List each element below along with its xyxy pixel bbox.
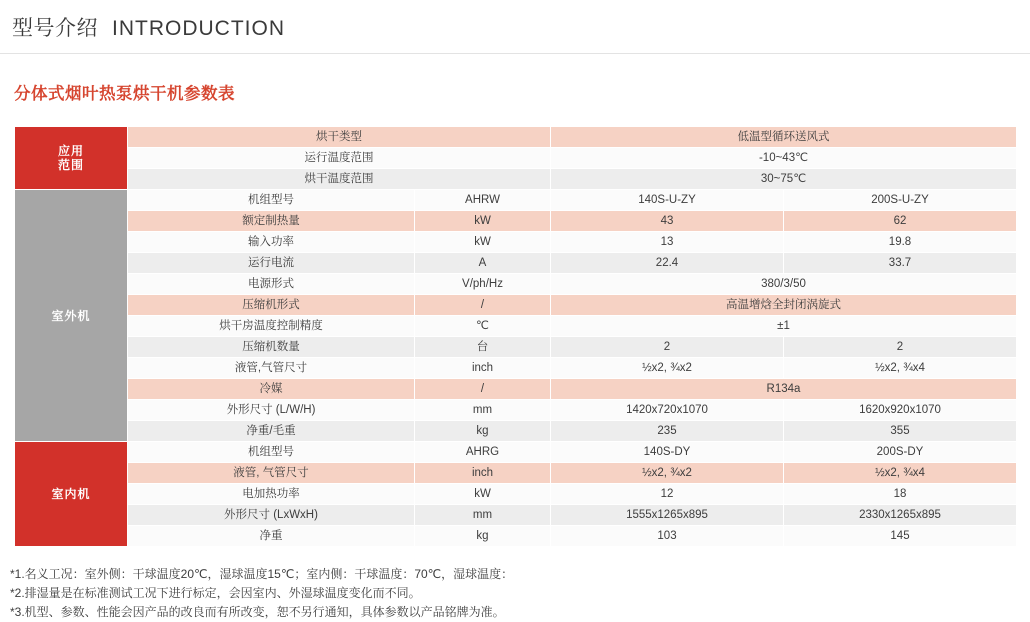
row-unit: / — [415, 379, 551, 400]
row-value-1: ½x2, ¾x2 — [551, 358, 784, 379]
row-value-1: R134a — [551, 379, 1017, 400]
row-unit: V/ph/Hz — [415, 274, 551, 295]
row-label: 烘干房温度控制精度 — [128, 316, 415, 337]
row-label: 净重 — [128, 526, 415, 547]
row-label: 运行电流 — [128, 253, 415, 274]
row-unit: inch — [415, 358, 551, 379]
row-value-2: 19.8 — [784, 232, 1017, 253]
row-unit: kW — [415, 211, 551, 232]
page-title — [0, 0, 1030, 42]
table-row — [15, 337, 1017, 358]
row-value-1: 高温增焓全封闭涡旋式 — [551, 295, 1017, 316]
row-label: 输入功率 — [128, 232, 415, 253]
footnotes — [10, 565, 1030, 622]
row-value-1: 43 — [551, 211, 784, 232]
row-unit: inch — [415, 463, 551, 484]
row-label: 液管, 气管尺寸 — [128, 463, 415, 484]
row-label: 运行温度范围 — [128, 148, 551, 169]
spec-table-body — [15, 127, 1017, 547]
row-unit: mm — [415, 400, 551, 421]
row-label: 外形尺寸 (L/W/H) — [128, 400, 415, 421]
table-row — [15, 295, 1017, 316]
table-row — [15, 253, 1017, 274]
table-row — [15, 421, 1017, 442]
table-row — [15, 148, 1017, 169]
row-value-1: 1420x720x1070 — [551, 400, 784, 421]
row-label: 额定制热量 — [128, 211, 415, 232]
row-value-2: 2 — [784, 337, 1017, 358]
table-row — [15, 463, 1017, 484]
table-row — [15, 400, 1017, 421]
row-unit: / — [415, 295, 551, 316]
page-title-en: INTRODUCTION — [112, 17, 285, 40]
row-value-2: 145 — [784, 526, 1017, 547]
table-row — [15, 358, 1017, 379]
row-value-1: 103 — [551, 526, 784, 547]
row-label: 机组型号 — [128, 190, 415, 211]
category-indoor: 室内机 — [15, 442, 128, 547]
row-unit: mm — [415, 505, 551, 526]
row-value-2: 33.7 — [784, 253, 1017, 274]
row-value-2: 355 — [784, 421, 1017, 442]
row-value-2: 200S-DY — [784, 442, 1017, 463]
spec-table — [14, 126, 1017, 547]
section-title: 分体式烟叶热泵烘干机参数表 — [14, 85, 235, 103]
table-row — [15, 127, 1017, 148]
row-value-1: 低温型循环送风式 — [551, 127, 1017, 148]
table-row — [15, 316, 1017, 337]
row-unit: ℃ — [415, 316, 551, 337]
row-unit: kg — [415, 526, 551, 547]
row-value-2: ½x2, ¾x4 — [784, 358, 1017, 379]
row-value-1: 140S-U-ZY — [551, 190, 784, 211]
row-unit: AHRW — [415, 190, 551, 211]
row-label: 液管,气管尺寸 — [128, 358, 415, 379]
table-row — [15, 484, 1017, 505]
row-value-1: -10~43℃ — [551, 148, 1017, 169]
table-row — [15, 190, 1017, 211]
row-unit: AHRG — [415, 442, 551, 463]
row-value-1: 140S-DY — [551, 442, 784, 463]
row-label: 净重/毛重 — [128, 421, 415, 442]
category-application — [15, 127, 128, 190]
page-title-cn: 型号介绍 — [12, 17, 98, 40]
row-label: 烘干类型 — [128, 127, 551, 148]
row-value-1: 235 — [551, 421, 784, 442]
table-row — [15, 442, 1017, 463]
table-row — [15, 379, 1017, 400]
row-value-1: ±1 — [551, 316, 1017, 337]
category-application-line1: 应用 — [57, 144, 84, 158]
category-application-line2: 范围 — [57, 158, 84, 172]
footnote-3: *3.机型、参数、性能会因产品的改良而有所改变，恕不另行通知，具体参数以产品铭牌为准。 — [10, 605, 505, 619]
row-value-2: ½x2, ¾x4 — [784, 463, 1017, 484]
table-row — [15, 232, 1017, 253]
row-unit: kW — [415, 232, 551, 253]
row-unit: A — [415, 253, 551, 274]
table-row — [15, 274, 1017, 295]
row-value-2: 1620x920x1070 — [784, 400, 1017, 421]
row-value-1: 380/3/50 — [551, 274, 1017, 295]
header-divider — [0, 53, 1030, 54]
row-label: 烘干温度范围 — [128, 169, 551, 190]
row-value-2: 18 — [784, 484, 1017, 505]
row-label: 冷媒 — [128, 379, 415, 400]
row-label: 机组型号 — [128, 442, 415, 463]
row-unit: kg — [415, 421, 551, 442]
row-label: 电加热功率 — [128, 484, 415, 505]
row-label: 电源形式 — [128, 274, 415, 295]
table-row — [15, 505, 1017, 526]
footnote-2: *2.排湿量是在标准测试工况下进行标定，会因室内、外湿球温度变化而不同。 — [10, 586, 421, 600]
row-value-2: 200S-U-ZY — [784, 190, 1017, 211]
row-value-1: 13 — [551, 232, 784, 253]
row-value-1: 2 — [551, 337, 784, 358]
table-row — [15, 526, 1017, 547]
row-label: 外形尺寸 (LxWxH) — [128, 505, 415, 526]
table-row — [15, 169, 1017, 190]
row-label: 压缩机数量 — [128, 337, 415, 358]
category-outdoor: 室外机 — [15, 190, 128, 442]
row-unit: 台 — [415, 337, 551, 358]
row-unit: kW — [415, 484, 551, 505]
row-value-1: 30~75℃ — [551, 169, 1017, 190]
table-row — [15, 211, 1017, 232]
row-value-1: ½x2, ¾x2 — [551, 463, 784, 484]
row-value-1: 12 — [551, 484, 784, 505]
row-value-1: 1555x1265x895 — [551, 505, 784, 526]
row-value-1: 22.4 — [551, 253, 784, 274]
row-label: 压缩机形式 — [128, 295, 415, 316]
row-value-2: 2330x1265x895 — [784, 505, 1017, 526]
footnote-1: *1.名义工况：室外侧：干球温度20℃，湿球温度15℃；室内侧：干球温度：70℃，湿球温度： — [10, 567, 514, 581]
row-value-2: 62 — [784, 211, 1017, 232]
